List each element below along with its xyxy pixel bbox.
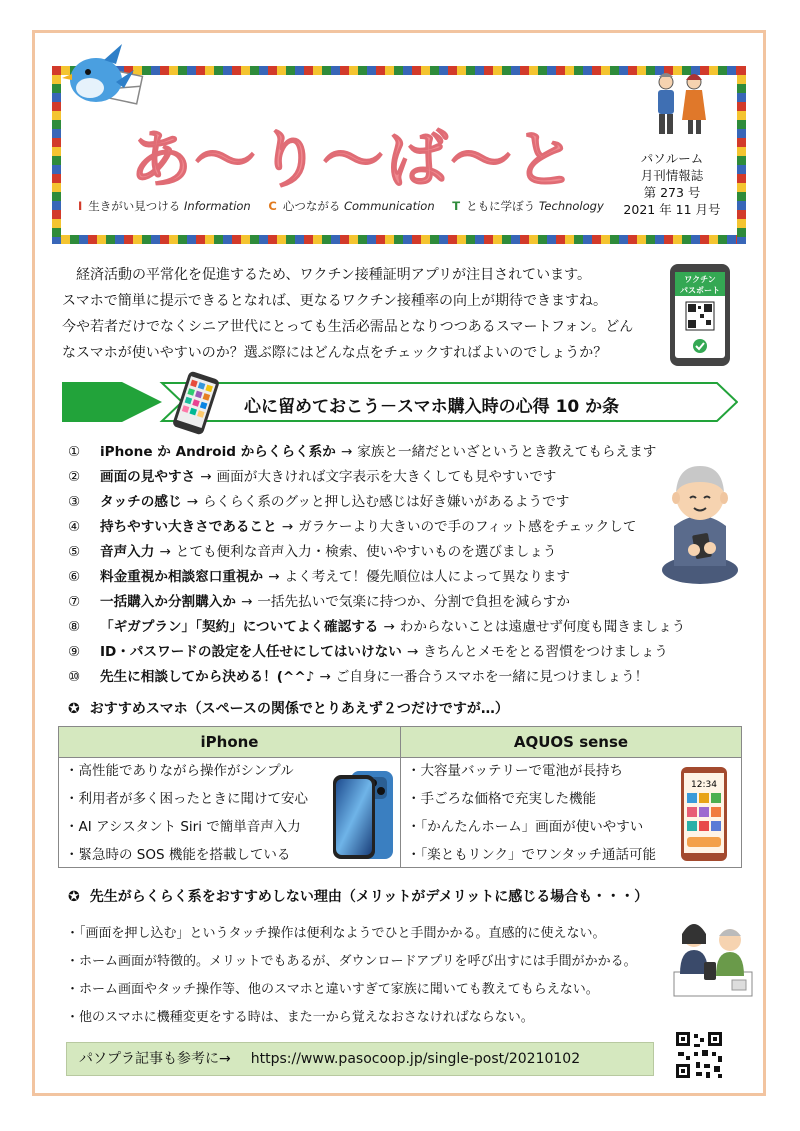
reference-bar	[66, 1042, 654, 1076]
list-item: ・大容量バッテリーで電池が長持ち	[407, 763, 623, 779]
list-item: ・ホーム画面やタッチ操作等、他のスマホと違いすぎて家族に聞いても教えてもらえない。	[66, 982, 599, 997]
list-item: ・利用者が多く困ったときに聞けて安心	[65, 791, 308, 807]
aquos-clock: 12:34	[691, 780, 717, 790]
col-header-iphone: iPhone	[59, 727, 400, 758]
tips-list	[68, 440, 748, 690]
list-item: ・高性能でありながら操作がシンプル	[65, 763, 294, 779]
reference-url[interactable]: https://www.pasocoop.jp/single-post/20210102	[250, 1051, 581, 1067]
list-item: ・他のスマホに機種変更をする時は、また一から覚えなおさなければならない。	[66, 1010, 534, 1025]
col-header-aquos: AQUOS sense	[401, 727, 741, 758]
list-item: ・手ごろな価格で充実した機能	[407, 791, 596, 807]
reasons-heading: ✪ 先生がらくらく系をおすすめしない理由（メリットがデメリットに感じる場合も・・・）	[68, 889, 649, 905]
newsletter-title: あ〜り〜ば〜と	[130, 123, 579, 196]
iphone-image	[331, 769, 395, 863]
recommend-table	[58, 726, 742, 868]
tip-item: ⑤ 音声入力 → とても便利な音声入力・検索、使いやすいものを選びましょう	[68, 544, 557, 560]
top-stripe	[52, 66, 746, 75]
passport-label-1: ワクチン	[684, 275, 716, 284]
tip-item: ① iPhone か Android からくらく系か → 家族と一緒だといざというとき教えてもらえます	[68, 444, 657, 460]
list-item: ・「画面を押し込む」というタッチ操作は便利なようでひと手間かかる。直感的に使えない。	[66, 926, 606, 941]
banner-title: 心に留めておこう－スマホ購入時の心得 10 か条	[244, 397, 620, 417]
tip-item: ④ 持ちやすい大きさであること → ガラケーより大きいので手のフィット感をチェックして	[68, 519, 637, 535]
couple-icon	[646, 72, 716, 138]
tip-item: ⑧ 「ギガプラン」「契約」についてよく確認する → わからないことは遠慮せず何度も聞きましょう	[68, 619, 686, 635]
list-item: ・ホーム画面が特徴的。メリットでもあるが、ダウンロードアプリを呼び出すには手間がかかる。	[66, 954, 637, 969]
intro-paragraph: 経済活動の平常化を促進するため、ワクチン接種証明アプリが注目されています。 スマホで簡単に提示できるとなれば、更なるワクチン接種率の向上が期待できますね。 今や若者だけでなくシニア世代にとっても生活必需品となりつつあるスマートフォン。どん なスマホが使いやすいのか？選ぶ際にはどんな点をチェックすればよいのでしょうか？	[62, 267, 634, 361]
aquos-phone-image	[679, 765, 729, 863]
right-stripe	[737, 66, 746, 244]
vaccine-passport-phone-icon	[668, 262, 732, 368]
masthead	[52, 66, 746, 244]
bluebird-icon	[60, 42, 146, 114]
qr-code-icon	[674, 1030, 724, 1080]
reasons-list	[66, 920, 686, 1032]
tip-item: ③ タッチの感じ → らくらく系のグッと押し込む感じは好き嫌いがあるようです	[68, 494, 570, 510]
list-item: ・「かんたんホーム」画面が使いやすい	[407, 819, 644, 835]
tagline: I 生きがい見つける Information C 心つながる Communication T ともに学ぼう Technology	[78, 199, 604, 213]
tip-item: ⑩ 先生に相談してから決める！(^^♪ → ご自身に一番合うスマホを一緒に見つけましょう！	[68, 669, 649, 685]
smartphone-icon	[168, 370, 224, 436]
tip-item: ② 画面の見やすさ → 画面が大きければ文字表示を大きくしても見やすいです	[68, 469, 557, 485]
list-item: ・緊急時の SOS 機能を搭載している	[65, 847, 291, 863]
tip-item: ⑦ 一括購入か分割購入か → 一括先払いで気楽に持つか、分割で負担を減らすか	[68, 594, 570, 610]
bottom-stripe	[52, 235, 746, 244]
issue-info: パソルーム 月刊情報誌 第 273 号 2021 年 11 月号	[623, 151, 721, 217]
recommend-heading: ✪ おすすめスマホ（スペースの関係でとりあえず２つだけですが…）	[68, 701, 509, 717]
tip-item: ⑥ 料金重視か相談窓口重視か → よく考えて！優先順位は人によって異なります	[68, 569, 570, 585]
reference-label: パソプラ記事も参考に→	[79, 1051, 231, 1067]
list-item: ・「楽ともリンク」でワンタッチ通話可能	[407, 847, 656, 863]
senior-with-phone-icon	[660, 462, 740, 586]
consultation-icon	[672, 916, 754, 1000]
passport-label-2: パスポート	[680, 286, 720, 295]
tip-item: ⑨ ID・パスワードの設定を人任せにしてはいけない → きちんとメモをとる習慣をつけましょう	[68, 644, 668, 660]
list-item: ・AI アシスタント Siri で簡単音声入力	[65, 819, 301, 835]
